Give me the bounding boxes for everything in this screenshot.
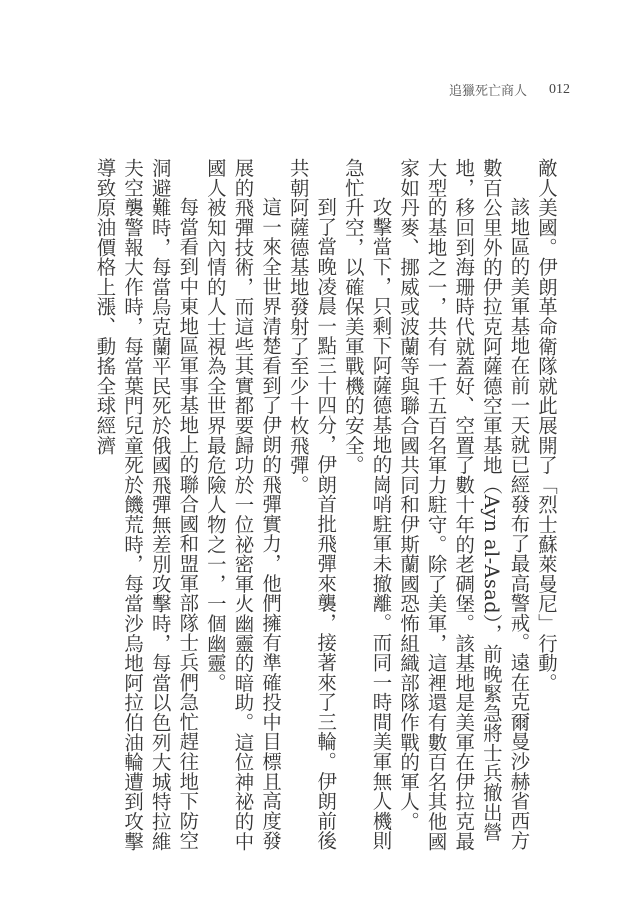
paragraph: 該地區的美軍基地在前一天就已經發布了最高警戒。遠在克爾曼沙赫省西方數百公里外的伊拉克阿薩德空軍基地（Ayn al-Asad），前晚緊急將士兵撤出營地，移回到海珊時代就蓋好、空置了數十年的老碉堡。該基地是美軍在伊拉克最大型的基地之一，共有一千五百名軍力駐守。除了美軍，這裡還有數百名其他國家如丹麥、挪威或波蘭等與聯合國共同和伊斯蘭國恐怖組織部隊作戰的軍人。 bbox=[397, 158, 531, 851]
page-number: 012 bbox=[549, 81, 571, 97]
running-header bbox=[449, 80, 570, 99]
paragraph: 攻擊當下，只剩下阿薩德基地的崗哨駐軍未撤離。而同一時間美軍無人機則急忙升空，以確保美軍戰機的安全。 bbox=[341, 158, 393, 851]
book-title: 追獵死亡商人 bbox=[449, 84, 528, 99]
paragraph: 敵人美國。伊朗革命衛隊就此展開了「烈士蘇萊曼尼」行動。 bbox=[535, 158, 558, 693]
paragraph: 這一來全世界清楚看到了伊朗的飛彈實力，他們擁有準確投中目標且高度發展的飛彈技術，而這些其實都要歸功於一位祕密軍火幽靈的暗助。這位神祕的中國人被知內情的人士視為全世界最危險人物之一，一個幽靈。 bbox=[203, 158, 283, 851]
vertical-text-body bbox=[91, 158, 560, 858]
paragraph: 到了當晚凌晨一點三十四分，伊朗首批飛彈來襲，接著來了三輪。伊朗前後共朝阿薩德基地發射了至少十枚飛彈。 bbox=[286, 158, 338, 851]
paragraph: 每當看到中東地區軍事基地上的聯合國和盟軍部隊士兵們急忙趕往地下防空洞避難時，每當烏克蘭平民死於俄國飛彈無差別攻擊時，每當以色列大城特拉維夫空襲警報大作時，每當葉門兒童死於饑荒時，每當沙烏地阿拉伯油輪遭到攻擊導致原油價格上漲、動搖全球經濟 bbox=[93, 158, 200, 851]
